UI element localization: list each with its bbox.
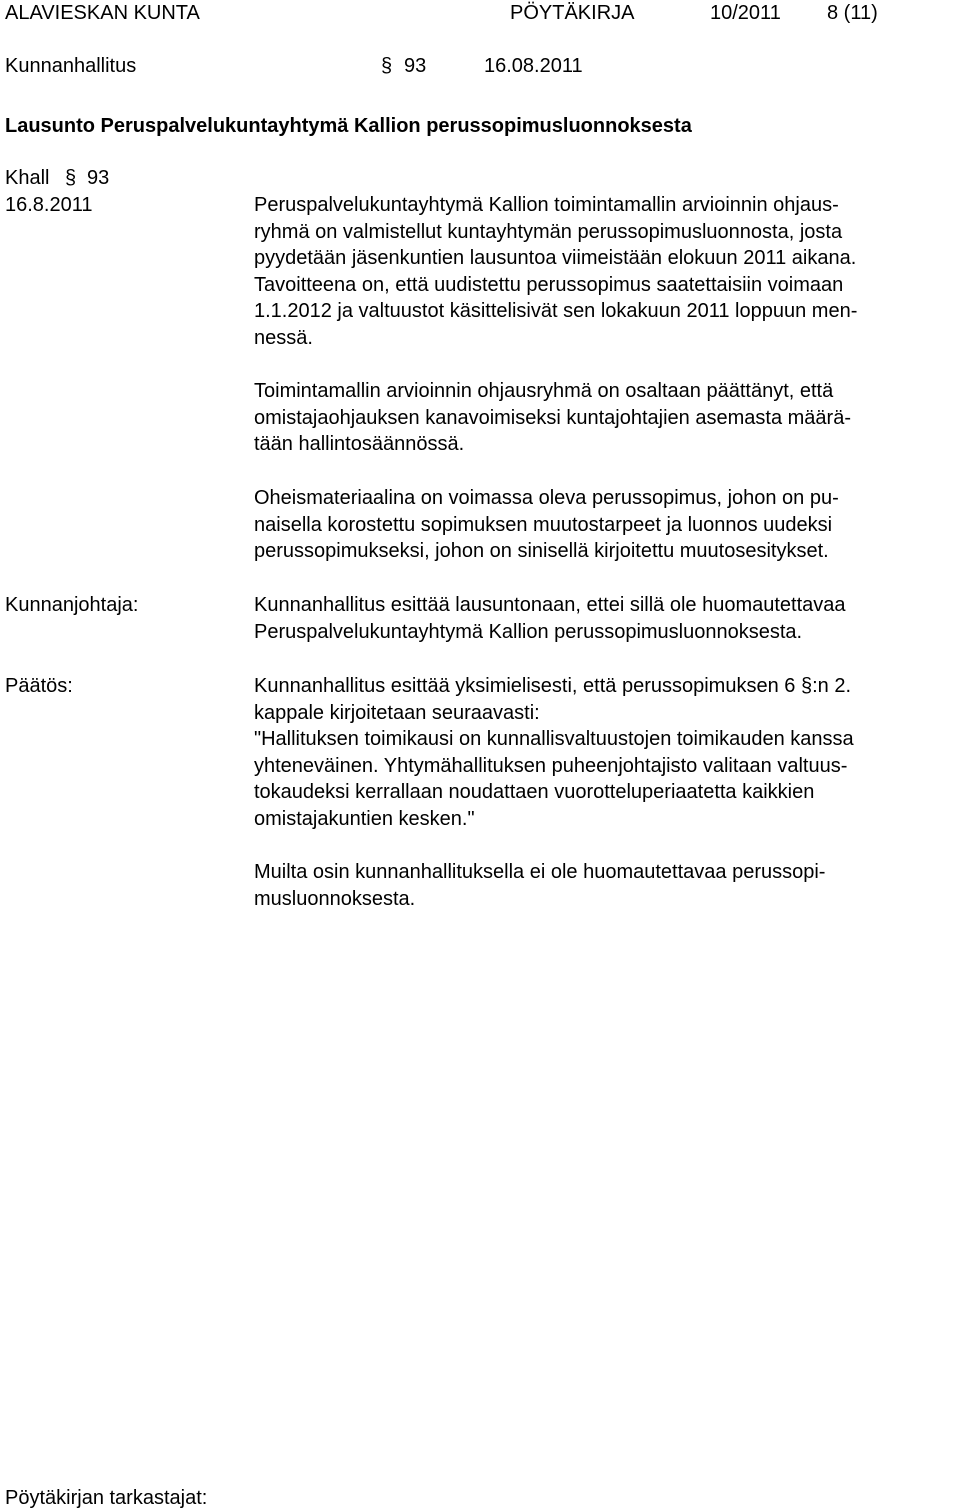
decision-line: "Hallituksen toimikausi on kunnallisvaltuustojen toimikauden kanssa — [254, 728, 854, 750]
meeting-ref-date: 16.8.2011 — [5, 194, 93, 216]
proposal-line: Kunnanhallitus esittää lausuntonaan, ettei sillä ole huomautettavaa — [254, 594, 846, 616]
section-symbol: § — [381, 55, 393, 77]
decision-line: kappale kirjoitetaan seuraavasti: — [254, 701, 540, 724]
meeting-ref-section-number: 93 — [87, 167, 110, 189]
decision-first-line-start: Kunnanhallitus esittää yksimielisesti, että perussopimuksen 6 — [254, 675, 801, 697]
paragraph-steering-group — [254, 378, 954, 458]
meeting-date: 16.08.2011 — [484, 55, 583, 77]
document-title: Lausunto Peruspalvelukuntayhtymä Kallion perussopimusluonnoksesta — [5, 115, 692, 137]
section-number: 93 — [404, 55, 427, 77]
paragraph-line: omistajaohjauksen kanavoimiseksi kuntajohtajien asemasta määrä- — [254, 406, 851, 429]
paragraph-line: tään hallintosäännössä. — [254, 433, 465, 455]
decision-text — [254, 673, 954, 832]
proposal-line: Peruspalvelukuntayhtymä Kallion perussopimusluonnoksesta. — [254, 620, 803, 643]
paragraph-line: Toimintamallin arvioinnin ohjausryhmä on osaltaan päättänyt, että — [254, 380, 834, 402]
decision-closing-line: Muilta osin kunnanhallituksella ei ole huomautettavaa perussopi- — [254, 861, 826, 883]
proposal-label: Kunnanjohtaja: — [5, 594, 139, 616]
paragraph-attachments — [254, 485, 954, 565]
paragraph-background — [254, 192, 954, 351]
document-type: PÖYTÄKIRJA — [510, 2, 635, 24]
proposal-text — [254, 592, 954, 645]
paragraph-line: pyydetään jäsenkuntien lausuntoa viimeistään elokuun 2011 aikana. — [254, 247, 857, 269]
decision-label: Päätös: — [5, 675, 73, 697]
meeting-ref-section-symbol: § — [65, 167, 77, 189]
decision-first-line — [254, 673, 954, 700]
paragraph-line: ryhmä on valmistellut kuntayhtymän perussopimusluonnosta, josta — [254, 220, 843, 243]
paragraph-line: Oheismateriaalina on voimassa oleva perussopimus, johon on pu- — [254, 487, 839, 509]
decision-line: yhteneväinen. Yhtymähallituksen puheenjohtajisto valitaan valtuus- — [254, 754, 848, 777]
decision-line: tokaudeksi kerrallaan noudattaen vuorotteluperiaatetta kaikkien — [254, 781, 815, 803]
decision-closing-line: musluonnoksesta. — [254, 887, 416, 910]
paragraph-line: naisella korostettu sopimuksen muutostarpeet ja luonnos uudeksi — [254, 513, 833, 536]
decision-section-symbol: § — [800, 675, 813, 697]
paragraph-line: Peruspalvelukuntayhtymä Kallion toimintamallin arvioinnin ohjaus- — [254, 194, 839, 216]
organization-name: ALAVIESKAN KUNTA — [5, 2, 200, 24]
paragraph-line: Tavoitteena on, että uudistettu perussopimus saatettaisiin voimaan — [254, 273, 844, 296]
page-number: 8 (11) — [827, 2, 878, 24]
paragraph-line: perussopimukseksi, johon on sinisellä kirjoitettu muutosesitykset. — [254, 540, 829, 562]
decision-line: omistajakuntien kesken." — [254, 807, 475, 830]
minutes-reviewers-label: Pöytäkirjan tarkastajat: — [5, 1487, 208, 1509]
decision-first-line-end: :n 2. — [812, 675, 851, 697]
paragraph-line: nessä. — [254, 326, 313, 349]
document-number: 10/2011 — [710, 2, 781, 24]
meeting-ref-body: Khall — [5, 167, 50, 189]
decision-closing — [254, 859, 954, 912]
paragraph-line: 1.1.2012 ja valtuustot käsittelisivät sen lokakuun 2011 loppuun men- — [254, 300, 858, 322]
governing-body: Kunnanhallitus — [5, 55, 137, 77]
